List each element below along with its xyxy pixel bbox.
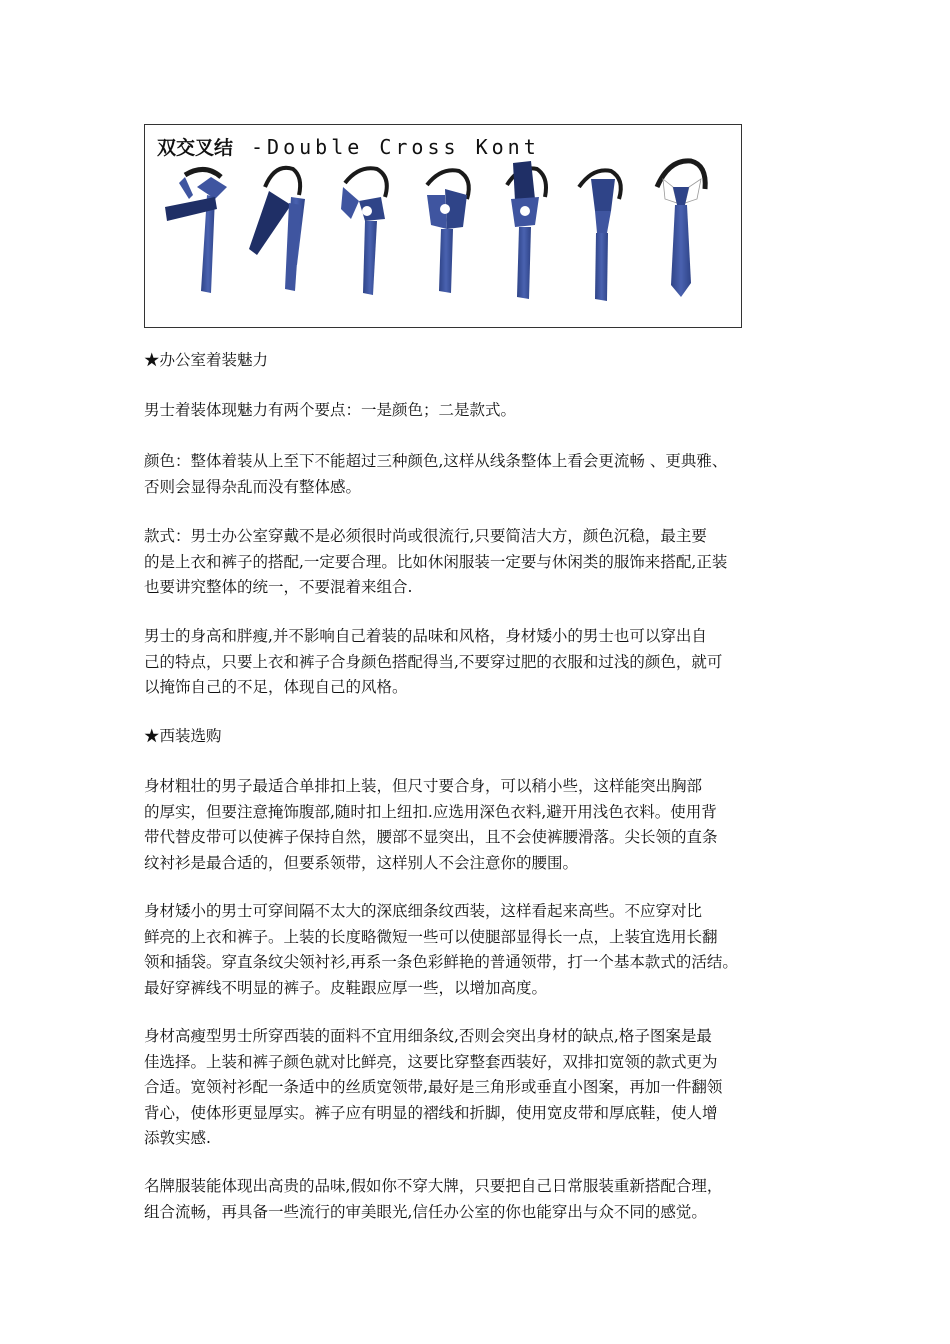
tie-step-3 [341, 168, 387, 295]
paragraph-line: 纹衬衫是最合适的，但要系领带，这样别人不会注意你的腰围。 [144, 853, 579, 872]
paragraph-line: 身材粗壮的男子最适合单排扣上装，但尺寸要合身，可以稍小些，这样能突出胸部 [144, 777, 703, 795]
figure-title-chinese: 双交叉结 [157, 137, 234, 159]
tie-step-4 [427, 170, 469, 293]
tie-step-5 [507, 161, 546, 299]
paragraph-line: 也要讲究整体的统一，不要混着来组合. [144, 578, 413, 596]
paragraph-line: 合适。宽领衬衫配一条适中的丝质宽领带,最好是三角形或垂直小图案，再加一件翻领 [144, 1078, 723, 1096]
paragraph-line: 最好穿裤线不明显的裤子。皮鞋跟应厚一些，以增加高度。 [144, 978, 548, 997]
paragraph: 男士着装体现魅力有两个要点：一是颜色；二是款式。 [144, 401, 517, 419]
section-heading-suit-buying: ★西装选购 [144, 727, 222, 745]
tie-step-7 [657, 161, 705, 297]
figure-title-english: -Double Cross Kont [251, 135, 540, 159]
paragraph-line: 颜色：整体着装从上至下不能超过三种颜色,这样从线条整体上看会更流畅 、更典雅、 [144, 452, 728, 470]
paragraph-line: 鲜亮的上衣和裤子。上装的长度略微短一些可以使腿部显得长一点，上装宜选用长翻 [144, 927, 718, 946]
paragraph-line: 背心，使体形更显厚实。裤子应有明显的褶线和折脚，使用宽皮带和厚底鞋，使人增 [144, 1103, 718, 1122]
section-heading-office-charm: ★办公室着装魅力 [144, 351, 269, 369]
paragraph-line: 身材矮小的男士可穿间隔不太大的深底细条纹西装，这样看起来高些。不应穿对比 [144, 902, 703, 920]
paragraph-line: 佳选择。上装和裤子颜色就对比鲜亮，这要比穿整套西装好，双排扣宽领的款式更为 [144, 1052, 718, 1071]
paragraph-line: 己的特点，只要上衣和裤子合身颜色搭配得当,不要穿过肥的衣服和过浅的颜色，就可 [144, 652, 723, 671]
paragraph-line: 款式：男士办公室穿戴不是必须很时尚或很流行,只要简洁大方，颜色沉稳，最主要 [144, 527, 707, 545]
paragraph-line: 添敦实感. [144, 1129, 211, 1147]
tie-step-1 [165, 169, 227, 293]
paragraph-line: 男士的身高和胖瘦,并不影响自己着装的品味和风格，身材矮小的男士也可以穿出自 [144, 627, 707, 645]
paragraph-line: 否则会显得杂乱而没有整体感。 [144, 477, 362, 496]
tie-steps-illustration [145, 125, 741, 327]
paragraph-line: 带代替皮带可以使裤子保持自然，腰部不显突出，且不会使裤腰滑落。尖长领的直条 [144, 828, 718, 846]
paragraph-line: 的是上衣和裤子的搭配,一定要合理。比如休闲服装一定要与休闲类的服饰来搭配,正装 [144, 552, 728, 571]
tie-knot-figure [144, 124, 742, 328]
paragraph-line: 身材高瘦型男士所穿西装的面料不宜用细条纹,否则会突出身材的缺点,格子图案是最 [144, 1027, 712, 1045]
paragraph-line: 名牌服装能体现出高贵的品味,假如你不穿大牌，只要把自己日常服装重新搭配合理， [144, 1177, 723, 1195]
paragraph-line: 领和插袋。穿直条纹尖领衬衫,再系一条色彩鲜艳的普通领带，打一个基本款式的活结。 [144, 953, 738, 971]
tie-step-6 [579, 170, 621, 301]
paragraph-line: 组合流畅，再具备一些流行的审美眼光,信任办公室的你也能穿出与众不同的感觉。 [144, 1202, 707, 1221]
paragraph-line: 以掩饰自己的不足，体现自己的风格。 [144, 678, 408, 696]
tie-step-2 [249, 168, 305, 291]
paragraph-line: 的厚实，但要注意掩饰腹部,随时扣上纽扣.应选用深色衣料,避开用浅色衣料。使用背 [144, 802, 717, 821]
